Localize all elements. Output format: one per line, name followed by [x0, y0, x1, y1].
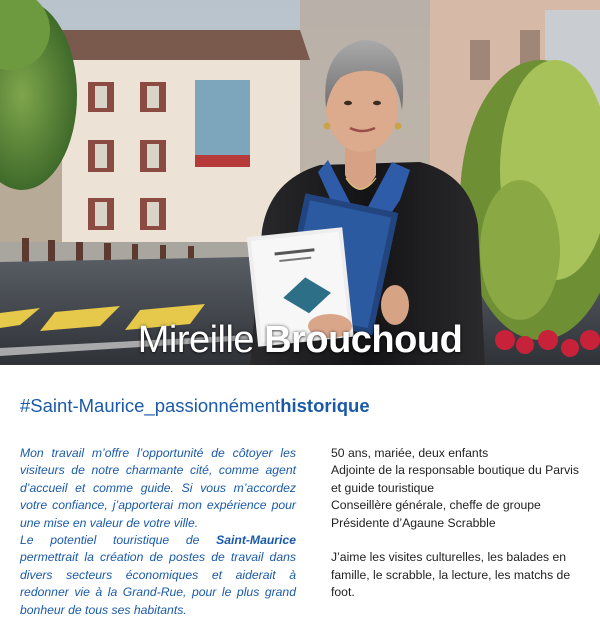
candidate-last-name: Brouchoud — [264, 319, 463, 361]
candidate-bio — [331, 445, 583, 602]
statement-town-name: Saint-Maurice — [216, 533, 296, 548]
candidate-name — [0, 318, 600, 362]
bio-occupation: Adjointe de la responsable boutique du Parvis et guide touristique — [331, 463, 579, 495]
hashtag-prefix: #Saint-Maurice_passionnément — [20, 395, 281, 416]
candidate-first-name: Mireille — [137, 319, 255, 361]
statement-paragraph-2-start: Le potentiel touristique de — [20, 533, 217, 548]
statement-paragraph-2-end: permettrait la création de postes de travail dans divers secteurs économiques et aiderait à redonner vie à la Grand-Rue, pour le plus grand bonheur de tous ses habitants. — [20, 550, 296, 617]
statement-paragraph-2 — [20, 532, 296, 619]
campaign-hashtag — [20, 394, 370, 418]
campaign-statement — [20, 445, 296, 619]
hashtag-highlight: historique — [280, 395, 370, 416]
bio-age-family: 50 ans, mariée, deux enfants — [331, 446, 489, 460]
bio-hobbies: J’aime les visites culturelles, les balades en famille, le scrabble, la lecture, les matchs de foot. — [331, 550, 571, 600]
statement-paragraph-1: Mon travail m’offre l’opportunité de côtoyer les visiteurs de notre charmante cité, comme agent d’accueil et comme guide. Si vous m’accordez votre confiance, j’apporterai mon expérience pour une mise en valeur de votre ville. — [20, 446, 296, 530]
bio-spacer — [331, 532, 583, 549]
bio-council-role: Conseillère générale, cheffe de groupe — [331, 498, 541, 513]
bio-club-role: Présidente d’Agaune Scrabble — [331, 515, 496, 530]
